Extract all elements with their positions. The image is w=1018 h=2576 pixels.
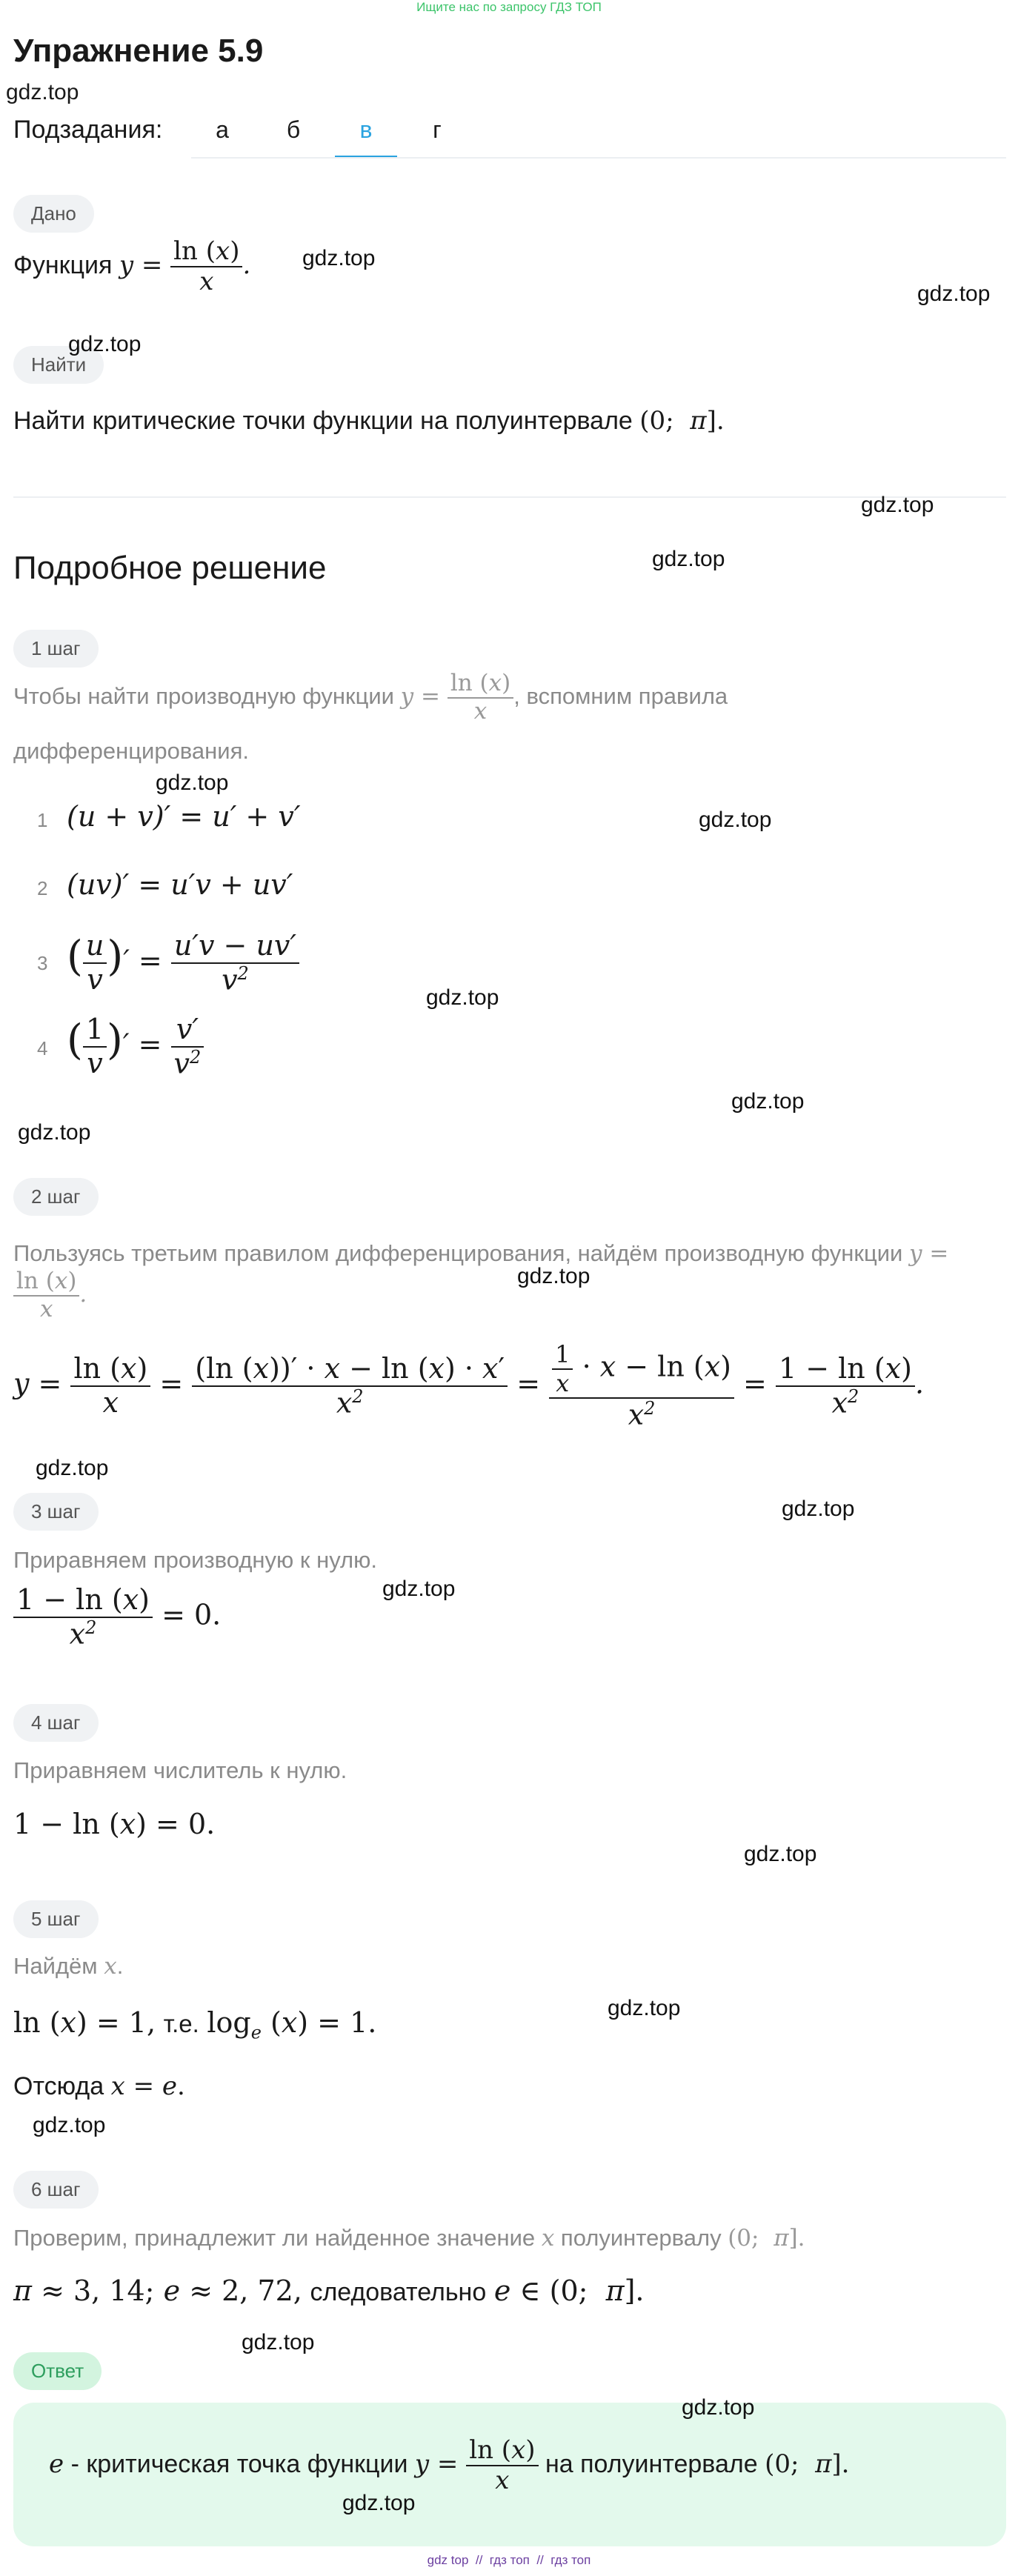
watermark: gdz.top: [782, 1497, 855, 1521]
top-banner[interactable]: Ищите нас по запросу ГДЗ ТОП: [416, 0, 602, 14]
given-line: [13, 237, 250, 296]
rule-1: (u + v)′ = u′ + v′: [67, 800, 301, 833]
step-5-text: Найдём x.: [13, 1953, 124, 1980]
rule-2: (uv)′ = u′v + uv′: [67, 868, 293, 901]
watermark: gdz.top: [382, 1577, 456, 1601]
given-pill: Дано: [13, 195, 94, 233]
solution-title: Подробное решение: [13, 550, 327, 586]
watermark: gdz.top: [682, 2395, 755, 2420]
page-title: Упражнение 5.9: [13, 33, 264, 69]
find-pill: Найти: [13, 346, 104, 384]
step-1-text: Чтобы найти производную функции y = $\frac{\ln (x)}{x}$ , вспомним правила: [13, 670, 728, 725]
step-1-text-c: дифференцирования.: [13, 738, 250, 764]
watermark: gdz.top: [36, 1456, 109, 1480]
step-2-derivative: y = $\frac{\ln (x)}{x}$ = $\frac{(\ln (x))' \cdot x - \ln (x) \cdot x'}{x^2}$ = $\frac{1}{x}$ · x − ln (x) $x^2$ = $\frac{1 - \ln (x)}{x^2}$ .: [13, 1340, 925, 1431]
find-text: Найти критические точки функции на полуинтервале: [13, 407, 633, 435]
watermark: gdz.top: [426, 985, 499, 1010]
tab-b[interactable]: б: [286, 116, 301, 143]
find-interval: (0; π].: [639, 406, 725, 436]
step-2-pill: 2 шаг: [13, 1178, 99, 1216]
step-6-text: Проверим, принадлежит ли найденное значение x полуинтервалу (0; π].: [13, 2225, 805, 2251]
watermark: gdz.top: [302, 246, 376, 270]
step-3-pill: 3 шаг: [13, 1493, 99, 1531]
step-6-pill: 6 шаг: [13, 2171, 99, 2209]
tab-v[interactable]: в: [359, 116, 373, 143]
watermark: gdz.top: [731, 1089, 805, 1114]
step-3-text: Приравняем производную к нулю.: [13, 1547, 377, 1573]
watermark: gdz.top: [744, 1842, 817, 1866]
rule-3-number: 3: [37, 952, 48, 974]
watermark: gdz.top: [18, 1120, 91, 1145]
watermark: gdz.top: [699, 808, 772, 832]
watermark: gdz.top: [861, 493, 934, 517]
step-4-text: Приравняем числитель к нулю.: [13, 1757, 347, 1783]
step-2-frac: $\frac{\ln (x)}{x}$ .: [13, 1268, 87, 1322]
step-1-pill: 1 шаг: [13, 630, 99, 668]
step-4-pill: 4 шаг: [13, 1704, 99, 1742]
answer-line: e - критическая точка функции y = $\frac{\ln (x)}{x}$ на полуинтервале (0; π].: [49, 2435, 850, 2496]
tab-a[interactable]: а: [216, 116, 229, 143]
find-line: [13, 406, 725, 436]
tab-g[interactable]: г: [433, 116, 442, 143]
rule-1-number: 1: [37, 809, 48, 831]
given-formula: y = $\frac{\ln (x)}{x}$ .: [119, 236, 251, 297]
section-divider: [13, 496, 1006, 498]
given-text: Функция: [13, 251, 113, 280]
step-5-equation: ln (x) = 1, т.е. $\log_e (x) = 1$.: [13, 2006, 377, 2043]
watermark: gdz.top: [68, 332, 142, 356]
step-5-pill: 5 шаг: [13, 1900, 99, 1938]
rule-3: ( $\frac{u}{v}$ )′ = $\frac{u'v - uv'}{v^2}$: [67, 930, 299, 996]
tabs-baseline: [191, 157, 1006, 159]
step-2-text: Пользуясь третьим правилом дифференцирования, найдём производную функции y =: [13, 1240, 949, 1267]
subtasks-label: Подзадания:: [13, 116, 163, 144]
watermark: gdz.top: [608, 1996, 681, 2020]
watermark: gdz.top: [242, 2330, 315, 2354]
step-6-conclusion: π ≈ 3, 14; e ≈ 2, 72, следовательно e ∈ (0; π].: [13, 2274, 645, 2307]
rule-2-number: 2: [37, 877, 48, 899]
subtask-tabs: [191, 111, 1006, 159]
answer-pill: Ответ: [13, 2352, 102, 2390]
site-label: gdz.top: [6, 80, 79, 104]
watermark: gdz.top: [342, 2491, 416, 2515]
watermark: gdz.top: [156, 771, 229, 795]
watermark: gdz.top: [917, 282, 991, 306]
step-5-hence: Отсюда x = e.: [13, 2071, 185, 2101]
step-3-equation: $\frac{1 - \ln (x)}{x^2}$ = 0.: [13, 1584, 221, 1651]
step-4-equation: 1 − ln (x) = 0.: [13, 1808, 216, 1840]
watermark: gdz.top: [33, 2113, 106, 2137]
footer-links[interactable]: gdz top // гдз топ // гдз топ: [427, 2553, 591, 2567]
rule-4-number: 4: [37, 1037, 48, 1059]
watermark: gdz.top: [517, 1264, 590, 1288]
rule-4: ( $\frac{1}{v}$ )′ = $\frac{v'}{v^2}$: [67, 1014, 204, 1080]
watermark: gdz.top: [652, 547, 725, 571]
